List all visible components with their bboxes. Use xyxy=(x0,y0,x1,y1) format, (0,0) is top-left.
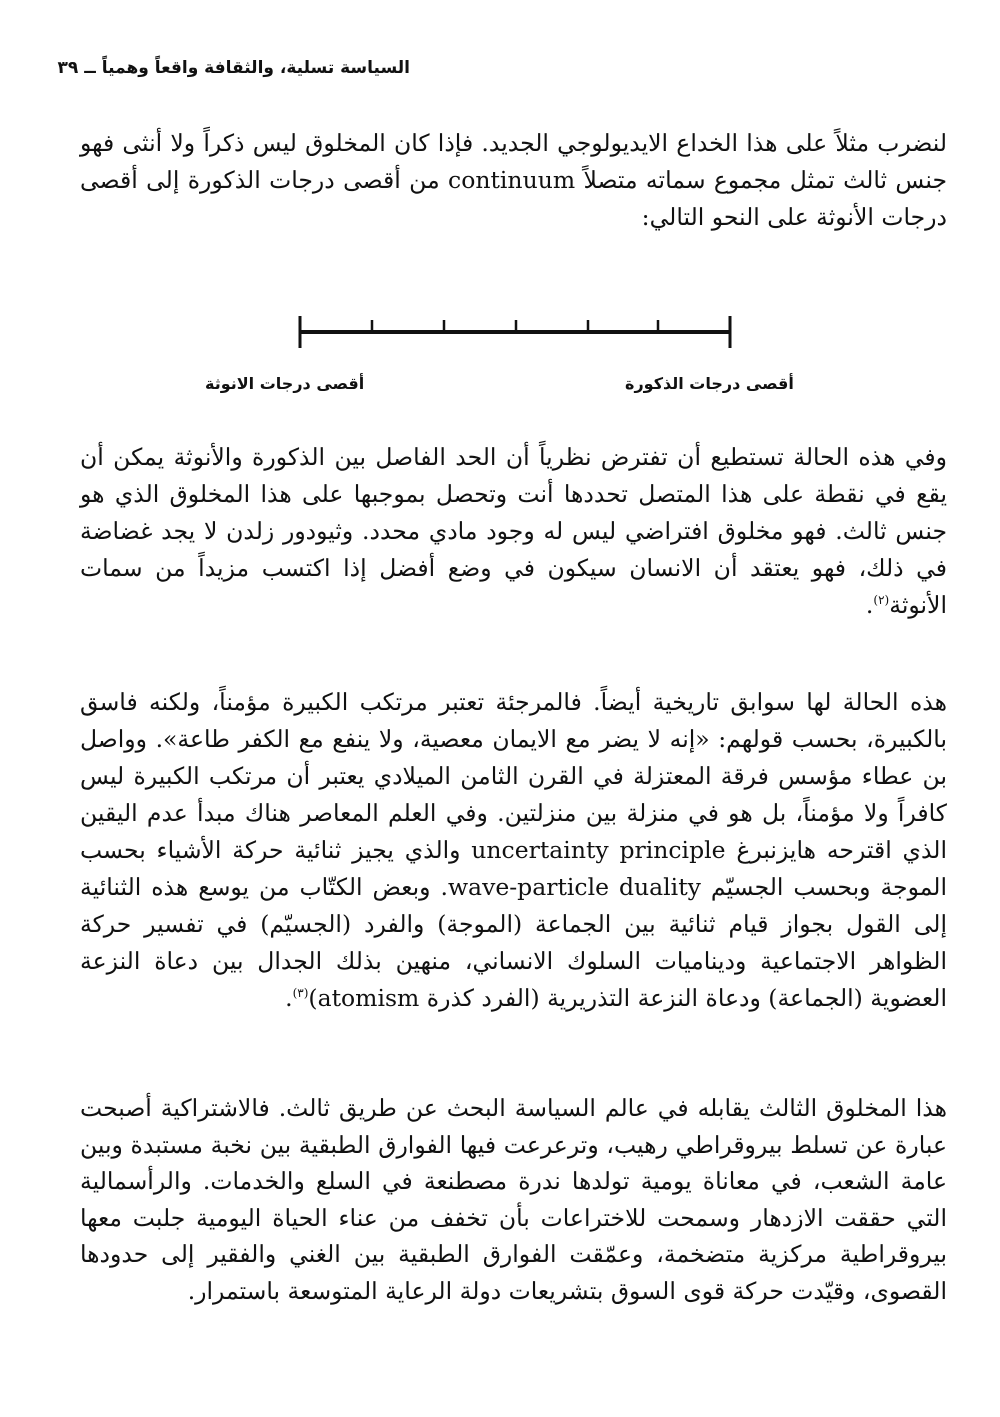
label-max-femininity: أقصى درجات الانوثة xyxy=(205,374,365,393)
paragraph-1: لنضرب مثلاً على هذا الخداع الايديولوجي الجديد. فإذا كان المخلوق ليس ذكراً ولا أنثى فهو جنس ثالث تمثل مجموع سماته متصلاً continuum من أقصى درجات الذكورة إلى أقصى درجات الأنوثة على النحو التالي: xyxy=(80,129,947,231)
footnote-marker-2: (٢) xyxy=(873,593,890,608)
footnote-marker-3: (٣) xyxy=(292,986,309,1001)
running-header: السياسة تسلية، والثقافة واقعاً وهمياً ــ ٣٩ xyxy=(57,58,410,78)
paragraph-2: وفي هذه الحالة تستطيع أن تفترض نظرياً أن الحد الفاصل بين الذكورة والأنوثة يمكن أن يقع في نقطة على هذا المتصل تحددها أنت وتحصل بموجبها على هذا المخلوق الذي هو جنس ثالث. فهو مخلوق افتراضي ليس له وجود مادي محدد. وثيودور زلدن لا يجد غضاضة في ذلك، فهو يعتقد أن الانسان سيكون في وضع أفضل إذا اكتسب مزيداً من سمات الأنوثة$^{(٢)}$. xyxy=(80,443,947,619)
label-max-masculinity: أقصى درجات الذكورة xyxy=(625,374,794,393)
paragraph-3: هذه الحالة لها سوابق تاريخية أيضاً. فالمرجئة تعتبر مرتكب الكبيرة مؤمناً، ولكنه فاسق بالكبيرة، بحسب قولهم: «إنه لا يضر مع الايمان معصية، ولا ينفع مع الكفر طاعة». وواصل بن عطاء مؤسس فرقة المعتزلة في القرن الثامن الميلادي يعتبر أن مرتكب الكبيرة ليس كافراً ولا مؤمناً، بل هو في منزلة بين منزلتين. وفي العلم المعاصر هناك مبدأ عدم اليقين الذي اقترحه هايزنبرغ uncertainty principle والذي يجيز ثنائية حركة الأشياء بحسب الموجة وبحسب الجسيّم wave-particle duality. وبعض الكتّاب من يوسع هذه الثنائية إلى القول بجواز قيام ثنائية بين الجماعة (الموجة) والفرد (الجسيّم) في تفسير حركة الظواهر الاجتماعية وديناميات السلوك الانساني، منهين بذلك الجدال بين دعاة النزعة العضوية (الجماعة) ودعاة النزعة التذريرية (الفرد كذرة atomism)$^{(٣)}$. xyxy=(80,688,947,1012)
paragraph-3-text: هذه الحالة لها سوابق تاريخية أيضاً. فالمرجئة تعتبر مرتكب الكبيرة مؤمناً، ولكنه فاسق بالكبيرة، بحسب قولهم: «إنه لا يضر مع الايمان معصية، ولا ينفع مع الكفر طاعة». وواصل بن عطاء مؤسس فرقة المعتزلة في القرن الثامن الميلادي يعتبر أن مرتكب الكبيرة ليس كافراً ولا مؤمناً، بل هو في منزلة بين منزلتين. وفي العلم المعاصر هناك مبدأ عدم اليقين الذي اقترحه هايزنبرغ uncertainty principle والذي يجيز ثنائية حركة الأشياء بحسب الموجة وبحسب الجسيّم wave-particle duality. وبعض الكتّاب من يوسع هذه الثنائية إلى القول بجواز قيام ثنائية بين الجماعة (الموجة) والفرد (الجسيّم) في تفسير حركة الظواهر الاجتماعية وديناميات السلوك الانساني، منهين بذلك الجدال بين دعاة النزعة العضوية (الجماعة) ودعاة النزعة التذريرية (الفرد كذرة atomism) xyxy=(80,688,947,1012)
continuum-diagram xyxy=(280,300,760,360)
paragraph-2-text: وفي هذه الحالة تستطيع أن تفترض نظرياً أن الحد الفاصل بين الذكورة والأنوثة يمكن أن يقع في نقطة على هذا المتصل تحددها أنت وتحصل بموجبها على هذا المخلوق الذي هو جنس ثالث. فهو مخلوق افتراضي ليس له وجود مادي محدد. وثيودور زلدن لا يجد غضاضة في ذلك، فهو يعتقد أن الانسان سيكون في وضع أفضل إذا اكتسب مزيداً من سمات الأنوثة xyxy=(80,443,947,619)
paragraph-4: هذا المخلوق الثالث يقابله في عالم السياسة البحث عن طريق ثالث. فالاشتراكية أصبحت عبارة عن تسلط بيروقراطي رهيب، وترعرعت فيها الفوارق الطبقية بين نخبة مستبدة وبين عامة الشعب، في معاناة يومية تولدها ندرة مصطنعة في السلع والخدمات. والرأسمالية التي حققت الازدهار وسمحت للاختراعات بأن تخفف من عناء الحياة اليومية جلبت معها بيروقراطية مركزية متضخمة، وعمّقت الفوارق الطبقية بين الغني والفقير إلى حدودها القصوى، وقيّدت حركة قوى السوق بتشريعات دولة الرعاية المتوسعة باستمرار. xyxy=(80,1094,947,1305)
